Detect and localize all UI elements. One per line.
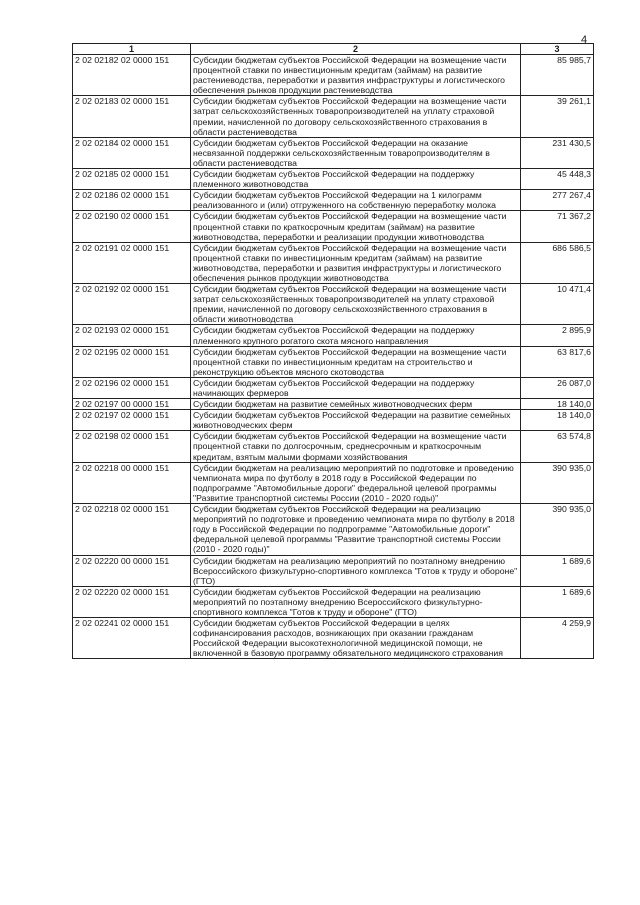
row-amount: 39 261,1	[521, 96, 594, 137]
row-code: 2 02 02197 00 0000 151	[73, 399, 191, 410]
table-row	[73, 55, 594, 96]
row-description: Субсидии бюджетам на реализацию мероприятий по подготовке и проведению чемпионата мира по футболу в 2018 году в Российской Федерации по подпрограмме "Автомобильные дороги" федеральной целевой программы "Развитие транспортной системы России (2010 - 2020 годы)"	[191, 462, 521, 503]
table-row	[73, 504, 594, 555]
row-description: Субсидии бюджетам субъектов Российской Федерации на 1 килограмм реализованного и (или) отгруженного на собственную переработку молока	[191, 190, 521, 211]
table-row	[73, 190, 594, 211]
table-row	[73, 586, 594, 617]
page-number: 4	[581, 34, 588, 46]
row-amount: 1 689,6	[521, 555, 594, 586]
row-description: Субсидии бюджетам на развитие семейных животноводческих ферм	[191, 399, 521, 410]
row-description: Субсидии бюджетам на реализацию мероприятий по поэтапному внедрению Всероссийского физкультурно-спортивного комплекса "Готов к труду и обороне" (ГТО)	[191, 555, 521, 586]
row-description: Субсидии бюджетам субъектов Российской Федерации на развитие семейных животноводческих ферм	[191, 410, 521, 431]
row-code: 2 02 02220 00 0000 151	[73, 555, 191, 586]
row-amount: 18 140,0	[521, 410, 594, 431]
table-row	[73, 325, 594, 346]
row-code: 2 02 02195 02 0000 151	[73, 346, 191, 377]
column-header-1: 1	[73, 44, 191, 55]
row-description: Субсидии бюджетам субъектов Российской Федерации на реализацию мероприятий по подготовке и проведению чемпионата мира по футболу в 2018 году в Российской Федерации по подпрограмме "Автомобильные дороги" федеральной целевой программы "Развитие транспортной системы России (2010 - 2020 годы)"	[191, 504, 521, 555]
table-row	[73, 431, 594, 462]
row-code: 2 02 02196 02 0000 151	[73, 377, 191, 398]
table-row	[73, 410, 594, 431]
row-code: 2 02 02193 02 0000 151	[73, 325, 191, 346]
row-amount: 231 430,5	[521, 137, 594, 168]
budget-revenue-table	[72, 43, 594, 659]
row-amount: 686 586,5	[521, 242, 594, 283]
row-description: Субсидии бюджетам субъектов Российской Федерации на возмещение части затрат сельскохозяйственных товаропроизводителей на уплату страховой премии, начисленной по договору сельскохозяйственного страхования в области растениеводства	[191, 96, 521, 137]
table-row	[73, 96, 594, 137]
table-row	[73, 462, 594, 503]
row-description: Субсидии бюджетам субъектов Российской Федерации на возмещение части процентной ставки по долгосрочным, среднесрочным и краткосрочным кредитам, взятым малыми формами хозяйствования	[191, 431, 521, 462]
row-description: Субсидии бюджетам субъектов Российской Федерации на оказание несвязанной поддержки сельскохозяйственным товаропроизводителям в области растениеводства	[191, 137, 521, 168]
row-description: Субсидии бюджетам субъектов Российской Федерации на поддержку племенного крупного рогатого скота мясного направления	[191, 325, 521, 346]
column-header-3: 3	[521, 44, 594, 55]
row-amount: 10 471,4	[521, 284, 594, 325]
row-description: Субсидии бюджетам субъектов Российской Федерации в целях софинансирования расходов, возникающих при оказании гражданам Российской Федерации высокотехнологичной медицинской помощи, не включенной в базовую программу обязательного медицинского страхования	[191, 618, 521, 659]
row-description: Субсидии бюджетам субъектов Российской Федерации на реализацию мероприятий по поэтапному внедрению Всероссийского физкультурно-спортивного комплекса "Готов к труду и обороне" (ГТО)	[191, 586, 521, 617]
row-amount: 18 140,0	[521, 399, 594, 410]
table-row	[73, 137, 594, 168]
row-code: 2 02 02183 02 0000 151	[73, 96, 191, 137]
row-amount: 71 367,2	[521, 211, 594, 242]
row-code: 2 02 02218 02 0000 151	[73, 504, 191, 555]
table-header-row	[73, 44, 594, 55]
row-amount: 85 985,7	[521, 55, 594, 96]
row-amount: 4 259,9	[521, 618, 594, 659]
row-code: 2 02 02241 02 0000 151	[73, 618, 191, 659]
row-code: 2 02 02190 02 0000 151	[73, 211, 191, 242]
table-row	[73, 242, 594, 283]
row-description: Субсидии бюджетам субъектов Российской Федерации на возмещение части процентной ставки по инвестиционным кредитам (займам) на развитие животноводства, переработки и развития инфраструктуры и логистического обеспечения рынков продукции животноводства	[191, 242, 521, 283]
row-description: Субсидии бюджетам субъектов Российской Федерации на возмещение части процентной ставки по инвестиционным кредитам (займам) на развитие растениеводства, переработки и развития инфраструктуры и логистического обеспечения рынков продукции растениеводства	[191, 55, 521, 96]
table-row	[73, 377, 594, 398]
row-code: 2 02 02197 02 0000 151	[73, 410, 191, 431]
row-code: 2 02 02185 02 0000 151	[73, 169, 191, 190]
row-description: Субсидии бюджетам субъектов Российской Федерации на возмещение части процентной ставки по инвестиционным кредитам на строительство и реконструкцию объектов мясного скотоводства	[191, 346, 521, 377]
row-description: Субсидии бюджетам субъектов Российской Федерации на поддержку племенного животноводства	[191, 169, 521, 190]
row-amount: 63 817,6	[521, 346, 594, 377]
table-row	[73, 284, 594, 325]
table-row	[73, 346, 594, 377]
row-code: 2 02 02220 02 0000 151	[73, 586, 191, 617]
table-row	[73, 399, 594, 410]
row-code: 2 02 02191 02 0000 151	[73, 242, 191, 283]
row-amount: 390 935,0	[521, 462, 594, 503]
table-row	[73, 618, 594, 659]
row-code: 2 02 02184 02 0000 151	[73, 137, 191, 168]
row-description: Субсидии бюджетам субъектов Российской Федерации на возмещение части затрат сельскохозяйственных товаропроизводителей на уплату страховой премии, начисленной по договору сельскохозяйственного страхования в области животноводства	[191, 284, 521, 325]
row-description: Субсидии бюджетам субъектов Российской Федерации на поддержку начинающих фермеров	[191, 377, 521, 398]
column-header-2: 2	[191, 44, 521, 55]
table-row	[73, 555, 594, 586]
row-amount: 2 895,9	[521, 325, 594, 346]
table-row	[73, 211, 594, 242]
row-code: 2 02 02192 02 0000 151	[73, 284, 191, 325]
table-row	[73, 169, 594, 190]
row-amount: 390 935,0	[521, 504, 594, 555]
row-code: 2 02 02182 02 0000 151	[73, 55, 191, 96]
row-description: Субсидии бюджетам субъектов Российской Федерации на возмещение части процентной ставки по краткосрочным кредитам (займам) на развитие животноводства, переработки и реализации продукции животноводства	[191, 211, 521, 242]
row-amount: 63 574,8	[521, 431, 594, 462]
row-code: 2 02 02198 02 0000 151	[73, 431, 191, 462]
row-code: 2 02 02218 00 0000 151	[73, 462, 191, 503]
row-amount: 26 087,0	[521, 377, 594, 398]
row-amount: 45 448,3	[521, 169, 594, 190]
row-code: 2 02 02186 02 0000 151	[73, 190, 191, 211]
row-amount: 277 267,4	[521, 190, 594, 211]
row-amount: 1 689,6	[521, 586, 594, 617]
